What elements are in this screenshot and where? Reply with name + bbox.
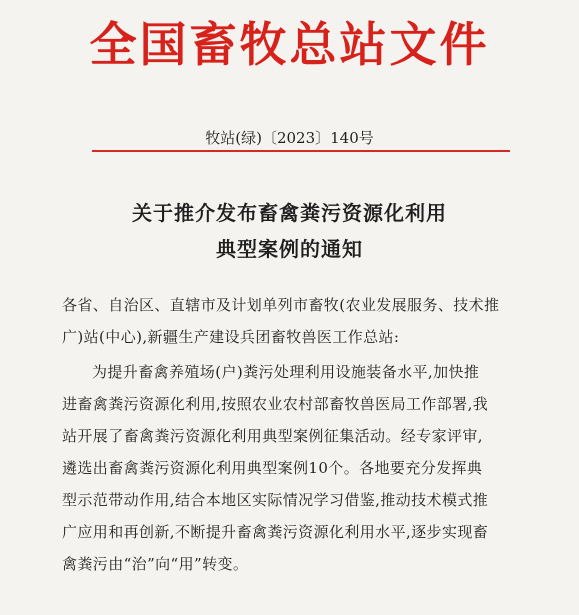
addressee-line: 广)站(中心),新疆生产建设兵团畜牧兽医工作总站:: [62, 328, 400, 346]
paragraph-line: 广应用和再创新,不断提升畜禽粪污资源化利用水平,逐步实现畜: [62, 523, 489, 541]
document-number: 牧站(绿)〔2023〕140号: [205, 129, 374, 147]
body-paragraph: [62, 356, 560, 580]
notice-title-line-2: 典型案例的通知: [216, 237, 363, 261]
red-divider-rule: [92, 150, 510, 152]
paragraph-line: 为提升畜禽养殖场(户)粪污处理利用设施装备水平,加快推: [92, 363, 480, 381]
paragraph-line: 禽粪污由“治”向“用”转变。: [62, 555, 249, 573]
addressee-block: [62, 289, 560, 353]
addressee-line: 各省、自治区、直辖市及计划单列市畜牧(农业发展服务、技术推: [62, 296, 500, 314]
notice-title-line-1: 关于推介发布畜禽粪污资源化利用: [132, 201, 447, 225]
paragraph-line: 进畜禽粪污资源化利用,按照农业农村部畜牧兽医局工作部署,我: [62, 395, 489, 413]
paragraph-line: 遴选出畜禽粪污资源化利用典型案例10个。各地要充分发挥典: [62, 459, 483, 477]
paragraph-line: 型示范带动作用,结合本地区实际情况学习借鉴,推动技术模式推: [62, 491, 489, 509]
paragraph-line: 站开展了畜禽粪污资源化利用典型案例征集活动。经专家评审,: [62, 427, 483, 445]
header-title: 全国畜牧总站文件: [89, 18, 490, 73]
